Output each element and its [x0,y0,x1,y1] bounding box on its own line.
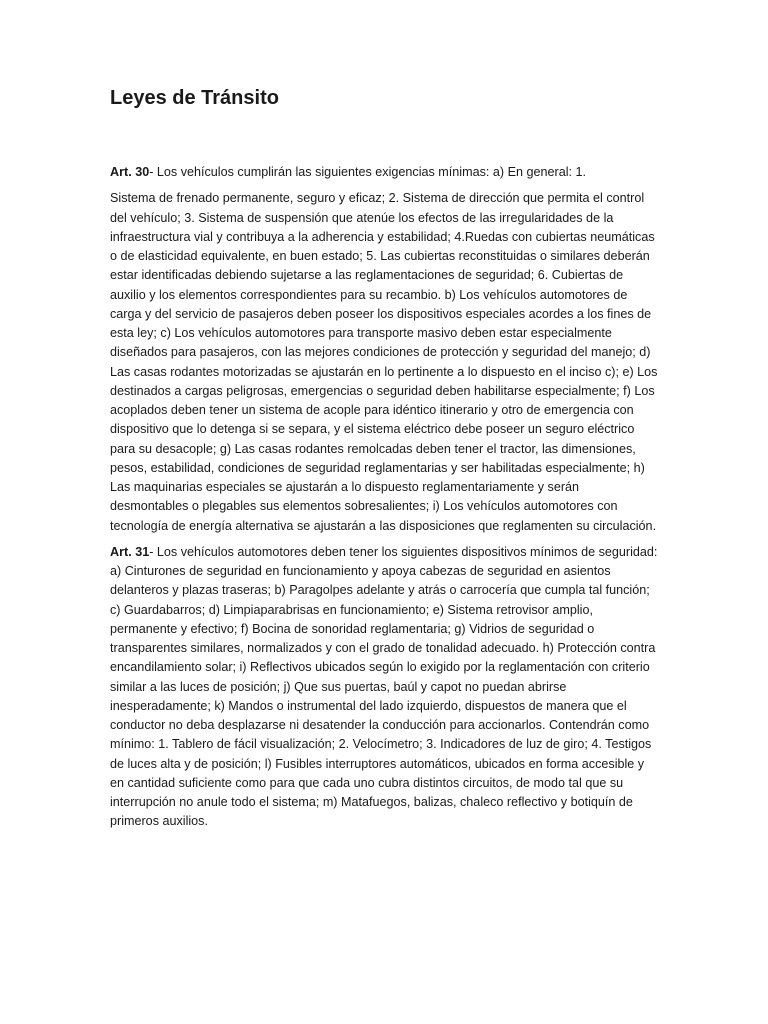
paragraph-text: - Los vehículos automotores deben tener los siguientes dispositivos mínimos de seguridad: a) Cinturones de seguridad en funcionamiento y apoya cabezas de seguridad en asientos delanteros y plazas traseras; b) Paragolpes adelante y atrás o carrocería que cumpla tal función; c) Guardabarros; d) Limpiaparabrisas en funcionamiento; e) Sistema retrovisor amplio, permanente y efectivo; f) Bocina de sonoridad reglamentaria; g) Vidrios de seguridad o transparentes similares, normalizados y con el grado de tonalidad adecuado. h) Protección contra encandilamiento solar; i) Reflectivos ubicados según lo exigido por la reglamentación con criterio similar a las luces de posición; j) Que sus puertas, baúl y capot no puedan abrirse inesperadamente; k) Mandos o instrumental del lado izquierdo, dispuestos de manera que el conductor no deba desplazarse ni desatender la conducción para accionarlos. Contendrán como mínimo: 1. Tablero de fácil visualización; 2. Velocímetro; 3. Indicadores de luz de giro; 4. Testigos de luces alta y de posición; l) Fusibles interruptores automáticos, ubicados en forma accesible y en cantidad suficiente como para que cada uno cubra distintos circuitos, de modo tal que su interrupción no anule todo el sistema; m) Matafuegos, balizas, chaleco reflectivo y botiquín de primeros auxilios. [110,544,658,829]
paragraph-art-31 [110,543,658,832]
document-title: Leyes de Tránsito [110,87,279,109]
paragraph-text: Sistema de frenado permanente, seguro y eficaz; 2. Sistema de dirección que permita el control del vehículo; 3. Sistema de suspensión que atenúe los efectos de las irregularidades de la infraestructura vial y contribuya a la adherencia y estabilidad; 4.Ruedas con cubiertas neumáticas o de elasticidad equivalente, en buen estado; 5. Las cubiertas reconstituidas o similares deberán estar identificadas debiendo sujetarse a las reglamentaciones de seguridad; 6. Cubiertas de auxilio y los elementos correspondientes para su recambio. b) Los vehículos automotores de carga y del servicio de pasajeros deben poseer los dispositivos especiales acordes a los fines de esta ley; c) Los vehículos automotores para transporte masivo deben estar especialmente diseñados para pasajeros, con las mejores condiciones de protección y seguridad del manejo; d) Las casas rodantes motorizadas se ajustarán en lo pertinente a lo dispuesto en el inciso c); e) Los destinados a cargas peligrosas, emergencias o seguridad deben habilitarse especialmente; f) Los acoplados deben tener un sistema de acople para idéntico itinerario y otro de emergencia con dispositivo que lo detenga si se separa, y el sistema eléctrico debe poseer un seguro eléctrico para su desacople; g) Las casas rodantes remolcadas deben tener el tractor, las dimensiones, pesos, estabilidad, condiciones de seguridad reglamentarias y ser habilitadas especialmente; h) Las maquinarias especiales se ajustarán a lo dispuesto reglamentariamente y serán desmontables o plegables sus elementos sobresalientes; i) Los vehículos automotores con tecnología de energía alternativa se ajustarán a las disposiciones que reglamenten su circulación. [110,191,658,533]
paragraph-art-30-body [110,189,658,536]
paragraph-art-30-intro [110,163,658,182]
document-body [110,163,658,839]
article-label: Art. 31 [110,544,150,559]
article-label: Art. 30 [110,165,150,179]
paragraph-text: - Los vehículos cumplirán las siguientes exigencias mínimas: a) En general: 1. [149,165,586,179]
